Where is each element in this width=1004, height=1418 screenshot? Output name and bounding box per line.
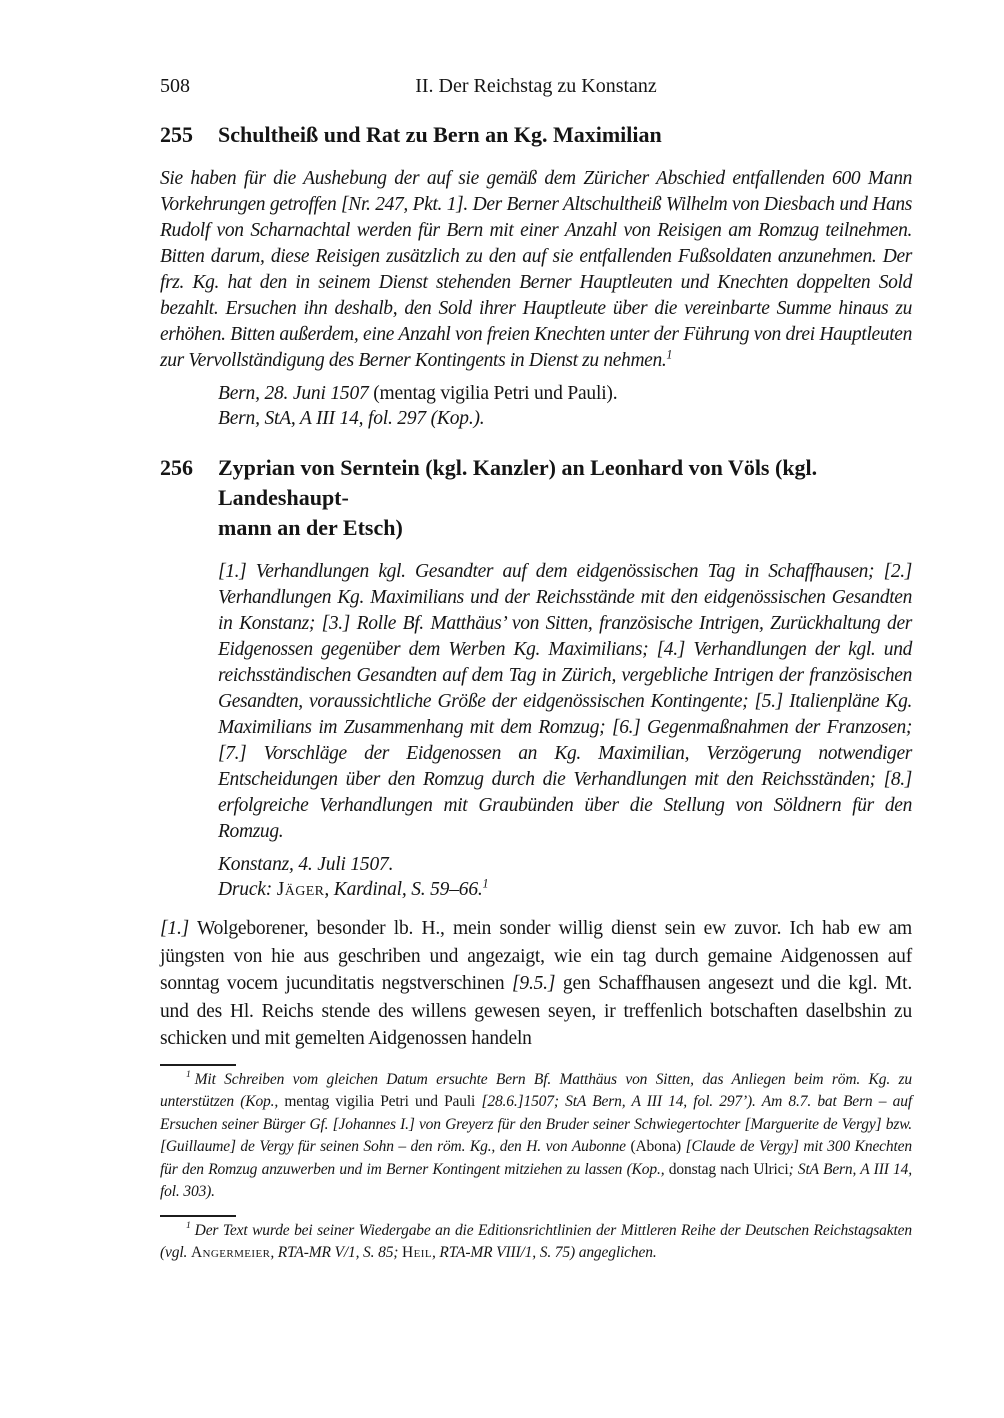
body-segment: gen Schaffhausen angesezt und die kgl. Mt. und des Hl. Reichs stende des willens gewesen seyen, ir treffenlich botschaften daselbshin zu schicken und mit gemelten Aidgenossen handeln <box>160 973 912 1049</box>
print-reference-line <box>218 877 912 902</box>
entry-256-title <box>218 453 912 543</box>
entry-256-number: 256 <box>160 455 193 480</box>
body-segment: [1.] <box>160 918 190 939</box>
entry-256 <box>160 453 912 902</box>
footnote-segment: Mit Schreiben vom gleichen Datum ersuchte Bern Bf. Matthäus von Sitten, das Anliegen beim röm. Kg. zu unterstützen (Kop., <box>160 1070 912 1110</box>
body-segment: Wolgeborener, besonder lb. H., mein sonder willig dienst sein ew zuvor. Ich hab ew am jüngsten von hie aus geschriben und angezaigt, wie ein tag durch gemaine Aidgenossen auf sonntag vocem jucunditatis negstverschinen <box>160 918 912 994</box>
running-header <box>160 74 912 98</box>
print-author: Jäger <box>276 879 325 900</box>
date-line <box>218 381 912 406</box>
footnote-marker: 1 <box>186 1220 191 1232</box>
print-label: Druck: <box>218 879 277 900</box>
print-detail: , Kardinal, S. 59–66. <box>324 879 483 900</box>
entry-256-summary: [1.] Verhandlungen kgl. Gesandter auf dem eidgenössischen Tag in Schaffhausen; [2.] Verhandlungen Kg. Maximilians und der Reichsstände mit den eidgenössischen Gesandten in Konstanz; [3.] Rolle Bf. Matthäus’ von Sitten, französische Intrigen, Zurückhaltung der Eidgenossen gegenüber dem Werben Kg. Maximilians; [4.] Verhandlungen der kgl. und reichsständischen Gesandten auf dem Tag in Zürich, vergebliche Intrigen der französischen Gesandten, voraussichtliche Größe der eidgenössischen Kontingente; [5.] Italienpläne Kg. Maximilians im Zusammenhang mit dem Romzug; [6.] Gegenmaßnahmen der Franzosen; [7.] Vorschläge der Eidgenossen an Kg. Maximilian, Verzögerung notwendiger Entscheidungen über den Romzug durch die Verhandlungen mit den Reichsständen; [8.] erfolgreiche Verhandlungen mit Graubünden über die Stellung von Söldnern für den Romzug. <box>218 561 912 842</box>
title-line-2: mann an der Etsch) <box>218 515 403 540</box>
entry-255-title: Schultheiß und Rat zu Bern an Kg. Maximilian <box>218 122 662 147</box>
source-line: Bern, StA, A III 14, fol. 297 (Kop.). <box>218 408 485 429</box>
footnote-segment: (Abona) <box>630 1138 686 1155</box>
footnote-ref: 1 <box>482 876 489 891</box>
footnote-segment: donstag nach Ulrici <box>668 1160 789 1178</box>
footnote <box>160 1220 912 1265</box>
footnote-segment: , RTA-MR VIII/1, S. 75) angeglichen. <box>431 1244 657 1261</box>
footnote-segment: [28.6.]1507; StA Bern, A III 14, fol. 297’). Am 8.7. bat Bern – auf Ersuchen seiner Bürger Gf. [Johannes I.] von Greyerz für den Bruder seiner Schwiegertochter [Marguerite de Vergy] bzw. [Guillaume] de Vergy für seinen Sohn – den röm. Kg., den H. von Aubonne <box>160 1093 912 1155</box>
footnote-segment: Heil <box>402 1244 432 1261</box>
footnote-segment: [Claude de Vergy] mit 300 Knechten für den Romzug anzuwerben und im Berner Kontingent mitziehen zu lassen (Kop., <box>160 1138 912 1178</box>
page-number: 508 <box>160 75 190 97</box>
footnote-marker: 1 <box>186 1069 191 1081</box>
footnote-segment: Der Text wurde bei seiner Wiedergabe an die Editionsrichtlinien der Mittleren Reihe der Deutschen Reichstagsakten (vgl. <box>160 1221 912 1261</box>
entry-255-number: 255 <box>160 122 193 147</box>
entry-255-heading <box>160 120 912 150</box>
footnote-ref: 1 <box>666 347 673 362</box>
date-line: Konstanz, 4. Juli 1507. <box>218 854 394 875</box>
entry-256-heading <box>160 453 912 543</box>
entry-256-date-block <box>218 852 912 902</box>
footnote-segment: Angermeier <box>190 1244 271 1261</box>
footnote-separator <box>160 1064 236 1066</box>
entry-255-summary <box>160 166 912 374</box>
entry-255 <box>160 120 912 431</box>
running-title: II. Der Reichstag zu Konstanz <box>415 75 657 97</box>
date-feast-day: (mentag vigilia Petri und Pauli). <box>368 383 618 404</box>
title-line-1: Zyprian von Serntein (kgl. Kanzler) an Leonhard von Völs (kgl. Landeshaupt- <box>218 455 818 510</box>
footnote-separator <box>160 1215 236 1217</box>
date-place-date: Bern, 28. Juni 1507 <box>218 383 369 404</box>
page-content <box>160 74 912 1265</box>
footnote <box>160 1069 912 1204</box>
footnote-segment: mentag vigilia Petri und Pauli <box>284 1093 482 1110</box>
footnote-segment: , RTA-MR V/1, S. 85; <box>270 1244 403 1261</box>
footnote-segment: ; StA Bern, A III 14, fol. 303). <box>160 1160 912 1200</box>
summary-text: Sie haben für die Aushebung der auf sie gemäß dem Züricher Abschied entfallenden 600 Mann Vorkehrungen getroffen [Nr. 247, Pkt. 1]. Der Berner Altschultheiß Wilhelm von Diesbach und Hans Rudolf von Scharnachtal werden für Bern mit einer Anzahl von Reisigen am Romzug teilnehmen. Bitten darum, diese Reisigen zusätzlich zu den auf sie entfallenden Fußsoldaten anzunehmen. Der frz. Kg. hat den in seinem Dienst stehenden Berner Hauptleuten und Knechten doppelten Sold bezahlt. Ersuchen ihn deshalb, den Sold ihrer Hauptleute über die vereinbarte Summe hinaus zu erhöhen. Bitten außerdem, eine Anzahl von freien Knechten unter der Führung von drei Hauptleuten zur Vervollständigung des Berner Kontingents in Dienst zu nehmen. <box>160 168 912 371</box>
body-segment: [9.5.] <box>512 973 556 994</box>
letter-body-paragraph <box>160 915 912 1053</box>
entry-255-date-block <box>218 381 912 431</box>
